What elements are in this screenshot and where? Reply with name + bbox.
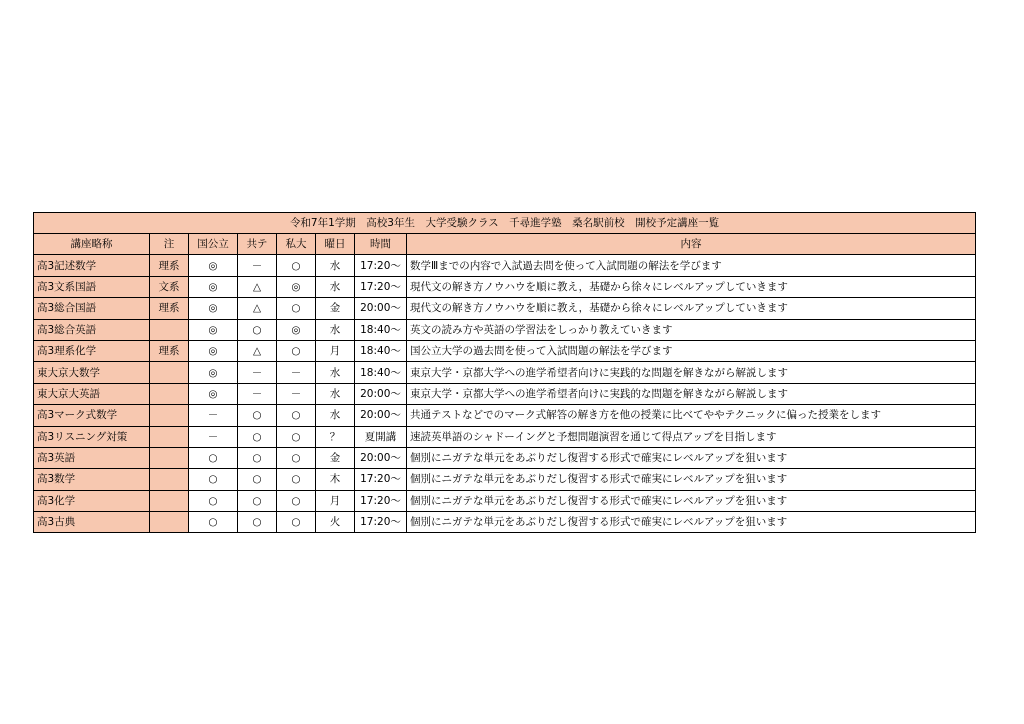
common-test-cell: ○	[238, 512, 277, 533]
course-name-cell: 高3理系化学	[34, 340, 150, 361]
course-name-cell: 東大京大数学	[34, 362, 150, 383]
weekday-cell: 金	[316, 298, 355, 319]
time-cell: 20:00～	[355, 447, 407, 468]
header-weekday: 曜日	[316, 234, 355, 255]
note-cell	[150, 405, 189, 426]
national-public-cell: ◎	[189, 298, 238, 319]
header-course-name: 講座略称	[34, 234, 150, 255]
national-public-cell: ◎	[189, 255, 238, 276]
content-cell: 国公立大学の過去問を使って入試問題の解法を学びます	[407, 340, 976, 361]
course-name-cell: 高3記述数学	[34, 255, 150, 276]
course-name-cell: 高3総合国語	[34, 298, 150, 319]
content-cell: 共通テストなどでのマーク式解答の解き方を他の授業に比べてややテクニックに偏った授業をします	[407, 405, 976, 426]
weekday-cell: 金	[316, 447, 355, 468]
national-public-cell: ○	[189, 490, 238, 511]
table-row	[34, 383, 976, 404]
table-row	[34, 426, 976, 447]
time-cell: 17:20～	[355, 490, 407, 511]
content-cell: 現代文の解き方ノウハウを順に教え，基礎から徐々にレベルアップしていきます	[407, 276, 976, 297]
private-univ-cell: ○	[277, 469, 316, 490]
course-name-cell: 高3古典	[34, 512, 150, 533]
content-cell: 個別にニガテな単元をあぶりだし復習する形式で確実にレベルアップを狙います	[407, 469, 976, 490]
course-name-cell: 高3化学	[34, 490, 150, 511]
table-row	[34, 490, 976, 511]
header-time: 時間	[355, 234, 407, 255]
note-cell	[150, 319, 189, 340]
private-univ-cell: ◎	[277, 276, 316, 297]
national-public-cell: －	[189, 405, 238, 426]
note-cell	[150, 383, 189, 404]
national-public-cell: ○	[189, 447, 238, 468]
common-test-cell: △	[238, 276, 277, 297]
content-cell: 英文の読み方や英語の学習法をしっかり教えていきます	[407, 319, 976, 340]
private-univ-cell: ○	[277, 298, 316, 319]
common-test-cell: △	[238, 340, 277, 361]
table-row	[34, 469, 976, 490]
course-name-cell: 高3英語	[34, 447, 150, 468]
course-name-cell: 高3数学	[34, 469, 150, 490]
time-cell: 18:40～	[355, 340, 407, 361]
course-name-cell: 高3リスニング対策	[34, 426, 150, 447]
table-row	[34, 340, 976, 361]
note-cell	[150, 469, 189, 490]
course-name-cell: 高3総合英語	[34, 319, 150, 340]
national-public-cell: ◎	[189, 276, 238, 297]
content-cell: 速読英単語のシャドーイングと予想問題演習を通じて得点アップを目指します	[407, 426, 976, 447]
table-title: 令和7年1学期 高校3年生 大学受験クラス 千尋進学塾 桑名駅前校 開校予定講座一覧	[34, 213, 976, 234]
course-name-cell: 高3文系国語	[34, 276, 150, 297]
common-test-cell: ○	[238, 426, 277, 447]
national-public-cell: ◎	[189, 340, 238, 361]
private-univ-cell: ○	[277, 340, 316, 361]
content-cell: 個別にニガテな単元をあぶりだし復習する形式で確実にレベルアップを狙います	[407, 490, 976, 511]
table-row	[34, 298, 976, 319]
national-public-cell: ◎	[189, 362, 238, 383]
private-univ-cell: ○	[277, 405, 316, 426]
note-cell	[150, 447, 189, 468]
header-note: 注	[150, 234, 189, 255]
national-public-cell: －	[189, 426, 238, 447]
table-row	[34, 362, 976, 383]
common-test-cell: ○	[238, 405, 277, 426]
note-cell	[150, 362, 189, 383]
private-univ-cell: －	[277, 362, 316, 383]
note-cell	[150, 490, 189, 511]
content-cell: 個別にニガテな単元をあぶりだし復習する形式で確実にレベルアップを狙います	[407, 447, 976, 468]
weekday-cell: 水	[316, 383, 355, 404]
course-schedule-table	[33, 212, 976, 533]
common-test-cell: －	[238, 255, 277, 276]
common-test-cell: ○	[238, 319, 277, 340]
private-univ-cell: ○	[277, 512, 316, 533]
private-univ-cell: ○	[277, 426, 316, 447]
time-cell: 20:00～	[355, 298, 407, 319]
note-cell: 理系	[150, 298, 189, 319]
table-row	[34, 319, 976, 340]
header-private-univ: 私大	[277, 234, 316, 255]
common-test-cell: ○	[238, 447, 277, 468]
course-name-cell: 東大京大英語	[34, 383, 150, 404]
table-row	[34, 447, 976, 468]
table-row	[34, 276, 976, 297]
time-cell: 17:20～	[355, 469, 407, 490]
national-public-cell: ○	[189, 512, 238, 533]
weekday-cell: 水	[316, 405, 355, 426]
note-cell	[150, 426, 189, 447]
weekday-cell: 月	[316, 340, 355, 361]
content-cell: 数学Ⅲまでの内容で入試過去問を使って入試問題の解法を学びます	[407, 255, 976, 276]
weekday-cell: ？	[316, 426, 355, 447]
common-test-cell: ○	[238, 490, 277, 511]
table-row	[34, 405, 976, 426]
common-test-cell: △	[238, 298, 277, 319]
private-univ-cell: ◎	[277, 319, 316, 340]
header-national-public: 国公立	[189, 234, 238, 255]
content-cell: 東京大学・京都大学への進学希望者向けに実践的な問題を解きながら解説します	[407, 362, 976, 383]
common-test-cell: ○	[238, 469, 277, 490]
time-cell: 17:20～	[355, 512, 407, 533]
weekday-cell: 水	[316, 319, 355, 340]
weekday-cell: 水	[316, 255, 355, 276]
weekday-cell: 水	[316, 362, 355, 383]
weekday-cell: 水	[316, 276, 355, 297]
common-test-cell: －	[238, 362, 277, 383]
time-cell: 17:20～	[355, 255, 407, 276]
private-univ-cell: ○	[277, 255, 316, 276]
private-univ-cell: ○	[277, 447, 316, 468]
private-univ-cell: －	[277, 383, 316, 404]
note-cell: 理系	[150, 255, 189, 276]
time-cell: 18:40～	[355, 319, 407, 340]
table-row	[34, 255, 976, 276]
content-cell: 個別にニガテな単元をあぶりだし復習する形式で確実にレベルアップを狙います	[407, 512, 976, 533]
time-cell: 20:00～	[355, 383, 407, 404]
time-cell: 17:20～	[355, 276, 407, 297]
course-name-cell: 高3マーク式数学	[34, 405, 150, 426]
note-cell	[150, 512, 189, 533]
note-cell: 文系	[150, 276, 189, 297]
national-public-cell: ◎	[189, 319, 238, 340]
time-cell: 20:00～	[355, 405, 407, 426]
national-public-cell: ○	[189, 469, 238, 490]
content-cell: 東京大学・京都大学への進学希望者向けに実践的な問題を解きながら解説します	[407, 383, 976, 404]
national-public-cell: ◎	[189, 383, 238, 404]
header-content: 内容	[407, 234, 976, 255]
weekday-cell: 火	[316, 512, 355, 533]
private-univ-cell: ○	[277, 490, 316, 511]
table-body	[34, 255, 976, 533]
time-cell: 18:40～	[355, 362, 407, 383]
weekday-cell: 月	[316, 490, 355, 511]
table-row	[34, 512, 976, 533]
common-test-cell: －	[238, 383, 277, 404]
header-common-test: 共テ	[238, 234, 277, 255]
content-cell: 現代文の解き方ノウハウを順に教え，基礎から徐々にレベルアップしていきます	[407, 298, 976, 319]
note-cell: 理系	[150, 340, 189, 361]
time-cell: 夏開講	[355, 426, 407, 447]
weekday-cell: 木	[316, 469, 355, 490]
